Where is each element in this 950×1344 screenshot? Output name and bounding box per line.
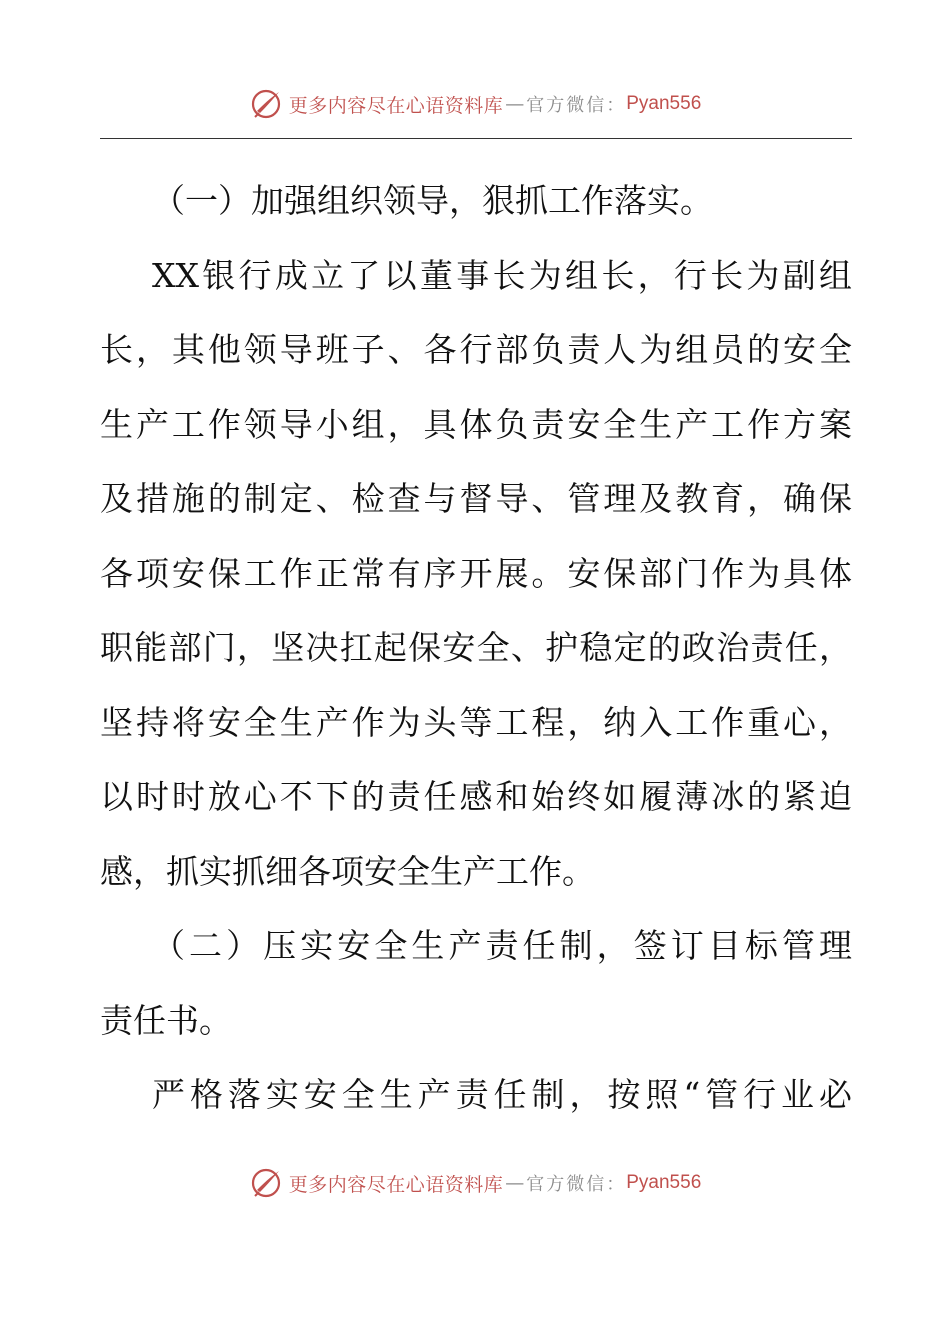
paragraph-line: 长，其他领导班子、各行部负责人为组员的安全 xyxy=(100,330,852,369)
watermark-id: Pyan556 xyxy=(626,93,702,114)
watermark-label: 官方微信： xyxy=(526,95,627,116)
paragraph-line: 各项安保工作正常有序开展。安保部门作为具体 xyxy=(100,553,852,593)
paragraph-line: XX银行成立了以董事长为组长，行长为副组 xyxy=(152,255,852,295)
quill-logo-icon xyxy=(249,1166,283,1200)
paragraph-line: 感，抓实抓细各项安全生产工作。 xyxy=(100,851,595,891)
section-heading-2-cont: 责任书。 xyxy=(100,1000,232,1040)
watermark-separator: — xyxy=(505,93,525,115)
section-heading-2: （二）压实安全生产责任制，签订目标管理 xyxy=(152,926,852,965)
watermark-brand: 更多内容尽在心语资料库 xyxy=(288,94,504,117)
header-watermark xyxy=(0,84,950,124)
watermark-label: 官方微信： xyxy=(526,1174,627,1195)
paragraph-line: 职能部门，坚决扛起保安全、护稳定的政治责任， xyxy=(100,628,852,667)
document-body xyxy=(100,168,852,1137)
paragraph-line: 及措施的制定、检查与督导、管理及教育，确保 xyxy=(100,479,852,518)
quill-logo-icon xyxy=(249,87,283,121)
paragraph-line: 以时时放心不下的责任感和始终如履薄冰的紧迫 xyxy=(100,777,852,816)
section-heading-1: （一）加强组织领导，狠抓工作落实。 xyxy=(152,181,713,220)
watermark-brand: 更多内容尽在心语资料库 xyxy=(288,1173,504,1196)
footer-watermark xyxy=(0,1163,950,1203)
header-divider xyxy=(100,138,852,139)
paragraph-line: 严格落实安全生产责任制，按照“管行业必 xyxy=(152,1075,852,1114)
paragraph-line: 生产工作领导小组，具体负责安全生产工作方案 xyxy=(100,404,852,444)
paragraph-line: 坚持将安全生产作为头等工程，纳入工作重心， xyxy=(100,702,852,742)
watermark-id: Pyan556 xyxy=(626,1172,702,1193)
watermark-separator: — xyxy=(505,1172,525,1194)
